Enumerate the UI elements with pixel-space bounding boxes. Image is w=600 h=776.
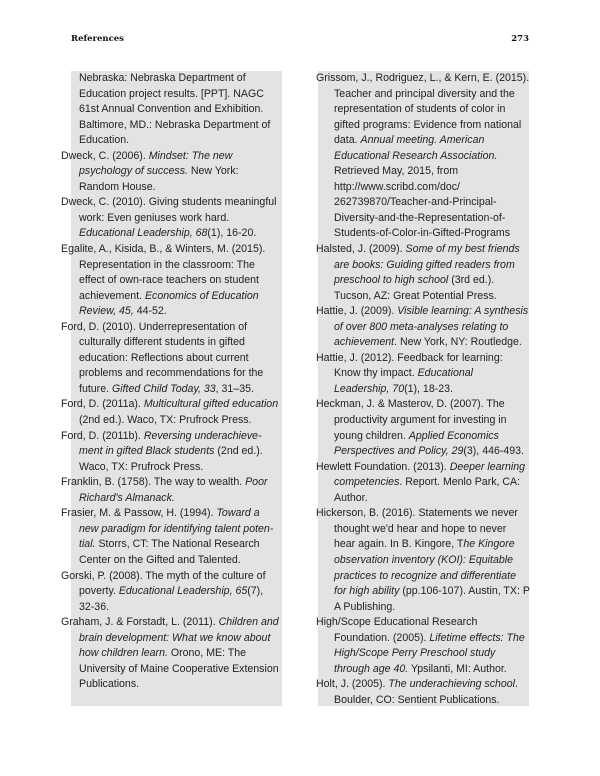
reference-text: Grissom, J., Rodriguez, L., & Kern, E. (2015). Teacher and principal diversity and the representation of students of color in gifted programs: Evidence from national data. <box>316 72 530 147</box>
reference-entry <box>61 429 281 476</box>
reference-entry <box>61 506 281 568</box>
reference-title-italic: Some of my best friends are books: Guiding gifted readers from preschool to high school <box>334 243 520 287</box>
reference-text: Heckman, J. & Masterov, D. (2007). The productivity argument for investing in young children. <box>316 398 507 442</box>
reference-text: Egalite, A., Kisida, B., & Winters, M. (2015). Representation in the classroom: The effect of own-race teachers on student achievement. <box>61 243 266 302</box>
reference-entry <box>316 677 530 708</box>
reference-text: Hattie, J. (2012). Feedback for learning: Know thy impact. <box>316 351 503 380</box>
reference-text: (2nd ed.). Waco, TX: Prufrock Press. <box>79 445 263 473</box>
reference-entry <box>316 397 530 459</box>
references-column-left <box>61 71 282 706</box>
reference-entry <box>61 569 281 616</box>
page-header <box>71 34 529 48</box>
references-column-right <box>318 71 529 706</box>
reference-text: (3rd ed.). Tucson, AZ: Great Potential Press. <box>334 274 497 302</box>
reference-text: Hickerson, B. (2016). Statements we never thought we'd hear and hope to never hear again. In B. Kingore, T <box>316 507 518 551</box>
reference-title-italic: Multicultural gifted education <box>143 398 279 411</box>
reference-text: High/Scope Educational Research Foundation. (2005). <box>316 616 478 644</box>
reference-text: Graham, J. & Forstadt, L. (2011). <box>61 616 219 629</box>
reference-text: (1), 16-20. <box>207 227 257 240</box>
reference-text: (2nd ed.). Waco, TX: Prufrock Press. <box>79 414 252 427</box>
reference-title-italic: Visible learning: A synthesis of over 800 meta-analyses relating to achievement <box>334 305 529 349</box>
reference-entry <box>316 242 530 304</box>
reference-title-italic: Children and brain development: What we know about how children learn. <box>79 616 279 660</box>
reference-text: Hattie, J. (2009). <box>316 305 398 318</box>
reference-entry <box>316 506 530 615</box>
reference-list-right <box>316 71 530 708</box>
reference-title-italic: Educational Leadership, 65 <box>118 585 248 598</box>
reference-text: . Report. Menlo Park, CA: Author. <box>334 476 521 504</box>
reference-entry <box>61 195 281 242</box>
reference-title-italic: Educational Leadership, 70 <box>334 367 473 395</box>
reference-entry <box>61 149 281 196</box>
reference-title-italic: Deeper learning competencies <box>334 460 526 489</box>
reference-entry <box>316 304 530 351</box>
reference-entry <box>316 460 530 507</box>
reference-title-italic: he Kingore observation inventory (KOI): Equitable practices to recognize and differentiate for high ability <box>334 538 516 598</box>
reference-list-left <box>61 71 281 693</box>
reference-text: , 31–35. <box>215 382 254 395</box>
reference-title-italic: Economics of Education Review, 45, <box>79 289 259 318</box>
reference-text: Ford, D. (2011b). <box>61 429 144 442</box>
reference-title-italic: Lifetime effects: The High/Scope Perry Preschool study through age 40. <box>334 631 525 675</box>
reference-title-italic: Poor Richard's Almanack. <box>79 476 268 504</box>
reference-text: Holt, J. (2005). <box>316 678 389 691</box>
reference-title-italic: Mindset: The new psychology of success. <box>79 149 233 178</box>
reference-entry <box>61 71 281 149</box>
reference-title-italic: The underachieving school <box>388 678 516 691</box>
reference-text: New York: Random House. <box>79 165 239 193</box>
reference-text: Ypsilanti, MI: Author. <box>408 662 507 675</box>
reference-text: Dweck, C. (2006). <box>61 149 149 162</box>
reference-text: (1), 18-23. <box>404 382 453 395</box>
reference-text: Retrieved May, 2015, from http://www.scribd.com/doc/ 262739870/Teacher-and-Principal- Diversity-and-the-Representation-of- Students-of-Color-in-Gifted-Programs <box>334 165 511 240</box>
reference-title-italic: Educational Leadership, 68 <box>79 227 208 240</box>
reference-entry <box>61 615 281 693</box>
reference-text: Ford, D. (2011a). <box>61 398 144 411</box>
running-head: References <box>71 34 124 44</box>
reference-title-italic: Toward a new paradigm for identifying talent poten-tial. <box>79 507 274 551</box>
reference-text: (3), 446-493. <box>463 445 525 458</box>
reference-text: Franklin, B. (1758). The way to wealth. <box>61 476 246 489</box>
reference-entry <box>61 242 281 320</box>
reference-text: (pp.106-107). Austin, TX: P A Publishing. <box>334 585 530 613</box>
reference-title-italic: Gifted Child Today, 33 <box>111 382 216 395</box>
reference-text: Hewlett Foundation. (2013). <box>316 460 450 473</box>
reference-entry <box>61 320 281 398</box>
reference-entry <box>316 351 530 398</box>
reference-text: Halsted, J. (2009). <box>316 243 406 256</box>
reference-entry <box>316 615 530 677</box>
page-number: 273 <box>511 34 529 44</box>
reference-text: (7), 32-36. <box>79 585 264 613</box>
reference-entry <box>316 71 530 242</box>
reference-text: 44-52. <box>133 305 167 318</box>
reference-entry <box>61 475 281 506</box>
reference-text: Frasier, M. & Passow, H. (1994). <box>61 507 217 520</box>
reference-text: Orono, ME: The University of Maine Cooperative Extension Publications. <box>79 647 279 691</box>
reference-text: Dweck, C. (2010). Giving students meaningful work: Even geniuses work hard. <box>61 196 277 224</box>
reference-text: . New York, NY: Routledge. <box>394 336 522 349</box>
reference-text: Storrs, CT: The National Research Center on the Gifted and Talented. <box>79 538 260 566</box>
reference-text: Nebraska: Nebraska Department of Education project results. [PPT]. NAGC 61st Annual Convention and Exhibition. Baltimore, MD.: Nebraska Department of Education. <box>79 72 271 147</box>
reference-title-italic: Reversing underachieve-ment in gifted Black students <box>79 429 262 458</box>
reference-text: . Boulder, CO: Sentient Publications. <box>334 678 518 706</box>
reference-title-italic: Applied Economics Perspectives and Policy, 29 <box>334 429 499 458</box>
reference-entry <box>61 397 281 428</box>
reference-text: Ford, D. (2010). Underrepresentation of culturally different students in gifted education: Reflections about current problems and recommendations for the future. <box>61 320 264 395</box>
reference-text: Gorski, P. (2008). The myth of the culture of poverty. <box>61 569 266 598</box>
reference-title-italic: Annual meeting. American Educational Research Association. <box>334 134 498 162</box>
